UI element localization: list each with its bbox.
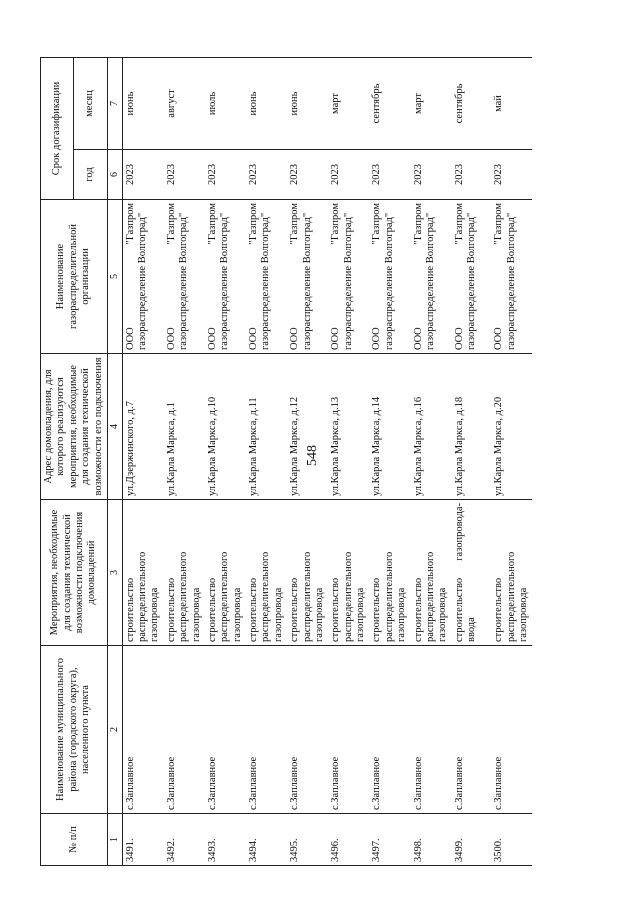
measure-cell: строительство распределительного газопровода bbox=[122, 500, 164, 646]
locality-cell: с.Заплавное bbox=[452, 646, 492, 814]
year-cell: 2023 bbox=[164, 150, 205, 200]
address-cell: ул.Карла Маркса, д.1 bbox=[164, 354, 205, 500]
column-number: 4 bbox=[107, 354, 122, 500]
address-cell: ул.Карла Маркса, д.11 bbox=[246, 354, 287, 500]
month-cell: март bbox=[328, 57, 369, 149]
year-cell: 2023 bbox=[369, 150, 410, 200]
org-cell: ООО "Газпром газораспределение Волгоград" bbox=[205, 200, 246, 354]
month-cell: март bbox=[411, 57, 452, 149]
year-cell: 2023 bbox=[287, 150, 328, 200]
column-number: 3 bbox=[107, 500, 122, 646]
year-cell: 2023 bbox=[411, 150, 452, 200]
measure-cell: строительство распределительного газопровода bbox=[205, 500, 246, 646]
table-row bbox=[369, 57, 410, 865]
org-cell: ООО "Газпром газораспределение Волгоград" bbox=[369, 200, 410, 354]
header-district: Наименование муниципального района (городского округа), населенного пункта bbox=[41, 646, 108, 814]
org-cell: ООО "Газпром газораспределение Волгоград" bbox=[411, 200, 452, 354]
row-number: 3496. bbox=[328, 814, 369, 866]
locality-cell: с.Заплавное bbox=[491, 646, 532, 814]
table-row bbox=[328, 57, 369, 865]
table-row bbox=[452, 57, 492, 865]
row-number: 3498. bbox=[411, 814, 452, 866]
column-number: 2 bbox=[107, 646, 122, 814]
table-row bbox=[287, 57, 328, 865]
measure-cell: строительство распределительного газопровода bbox=[369, 500, 410, 646]
header-month: месяц bbox=[74, 57, 107, 149]
header-address: Адрес домовладения, для которого реализуются мероприятия, необходимые для создания технической возможности его подключения bbox=[41, 354, 108, 500]
table-row bbox=[122, 57, 164, 865]
measure-cell: строительство газопровода-ввода bbox=[452, 500, 492, 646]
year-cell: 2023 bbox=[452, 150, 492, 200]
rotated-page bbox=[28, 28, 608, 884]
header-org: Наименование газораспределительной организации bbox=[41, 200, 108, 354]
org-cell: ООО "Газпром газораспределение Волгоград" bbox=[122, 200, 164, 354]
column-number-row bbox=[107, 57, 122, 865]
month-cell: июнь bbox=[246, 57, 287, 149]
measure-cell: строительство распределительного газопровода bbox=[246, 500, 287, 646]
measure-cell: строительство распределительного газопровода bbox=[491, 500, 532, 646]
month-cell: сентябрь bbox=[452, 57, 492, 149]
address-cell: ул.Карла Маркса, д.20 bbox=[491, 354, 532, 500]
header-measures: Мероприятия, необходимые для создания технической возможности подключения домовладений bbox=[41, 500, 108, 646]
month-cell: август bbox=[164, 57, 205, 149]
row-number: 3493. bbox=[205, 814, 246, 866]
month-cell: июнь bbox=[122, 57, 164, 149]
row-number: 3495. bbox=[287, 814, 328, 866]
rotated-table-container bbox=[40, 46, 596, 866]
row-number: 3494. bbox=[246, 814, 287, 866]
locality-cell: с.Заплавное bbox=[369, 646, 410, 814]
address-cell: ул.Карла Маркса, д.12 bbox=[287, 354, 328, 500]
org-cell: ООО "Газпром газораспределение Волгоград" bbox=[246, 200, 287, 354]
header-year: год bbox=[74, 150, 107, 200]
row-number: 3500. bbox=[491, 814, 532, 866]
column-number: 7 bbox=[107, 57, 122, 149]
month-cell: июль bbox=[205, 57, 246, 149]
month-cell: сентябрь bbox=[369, 57, 410, 149]
measure-cell: строительство распределительного газопровода bbox=[164, 500, 205, 646]
row-number: 3491. bbox=[122, 814, 164, 866]
table-row bbox=[164, 57, 205, 865]
year-cell: 2023 bbox=[122, 150, 164, 200]
locality-cell: с.Заплавное bbox=[164, 646, 205, 814]
header-row bbox=[41, 57, 74, 865]
month-cell: май bbox=[491, 57, 532, 149]
header-num: № п/п bbox=[41, 814, 108, 866]
gasification-table bbox=[40, 57, 532, 866]
row-number: 3499. bbox=[452, 814, 492, 866]
locality-cell: с.Заплавное bbox=[122, 646, 164, 814]
page-number: 548 bbox=[305, 445, 320, 467]
locality-cell: с.Заплавное bbox=[205, 646, 246, 814]
measure-cell: строительство распределительного газопровода bbox=[328, 500, 369, 646]
table-row bbox=[411, 57, 452, 865]
column-number: 1 bbox=[107, 814, 122, 866]
org-cell: ООО "Газпром газораспределение Волгоград" bbox=[328, 200, 369, 354]
locality-cell: с.Заплавное bbox=[411, 646, 452, 814]
year-cell: 2023 bbox=[205, 150, 246, 200]
address-cell: ул.Карла Маркса, д.16 bbox=[411, 354, 452, 500]
table-row bbox=[491, 57, 532, 865]
org-cell: ООО "Газпром газораспределение Волгоград" bbox=[287, 200, 328, 354]
address-cell: ул.Карла Маркса, д.18 bbox=[452, 354, 492, 500]
address-cell: ул.Карла Маркса, д.14 bbox=[369, 354, 410, 500]
column-number: 6 bbox=[107, 150, 122, 200]
address-cell: ул.Карла Маркса, д.10 bbox=[205, 354, 246, 500]
locality-cell: с.Заплавное bbox=[246, 646, 287, 814]
column-number: 5 bbox=[107, 200, 122, 354]
table-row bbox=[246, 57, 287, 865]
address-cell: ул.Карла Маркса, д.13 bbox=[328, 354, 369, 500]
year-cell: 2023 bbox=[491, 150, 532, 200]
org-cell: ООО "Газпром газораспределение Волгоград" bbox=[491, 200, 532, 354]
measure-cell: строительство распределительного газопровода bbox=[287, 500, 328, 646]
table-row bbox=[205, 57, 246, 865]
row-number: 3497. bbox=[369, 814, 410, 866]
org-cell: ООО "Газпром газораспределение Волгоград" bbox=[164, 200, 205, 354]
address-cell: ул.Дзержинского, д.7 bbox=[122, 354, 164, 500]
locality-cell: с.Заплавное bbox=[328, 646, 369, 814]
year-cell: 2023 bbox=[246, 150, 287, 200]
locality-cell: с.Заплавное bbox=[287, 646, 328, 814]
month-cell: июнь bbox=[287, 57, 328, 149]
year-cell: 2023 bbox=[328, 150, 369, 200]
header-term: Срок догазификации bbox=[41, 57, 74, 199]
org-cell: ООО "Газпром газораспределение Волгоград" bbox=[452, 200, 492, 354]
measure-cell: строительство распределительного газопровода bbox=[411, 500, 452, 646]
row-number: 3492. bbox=[164, 814, 205, 866]
